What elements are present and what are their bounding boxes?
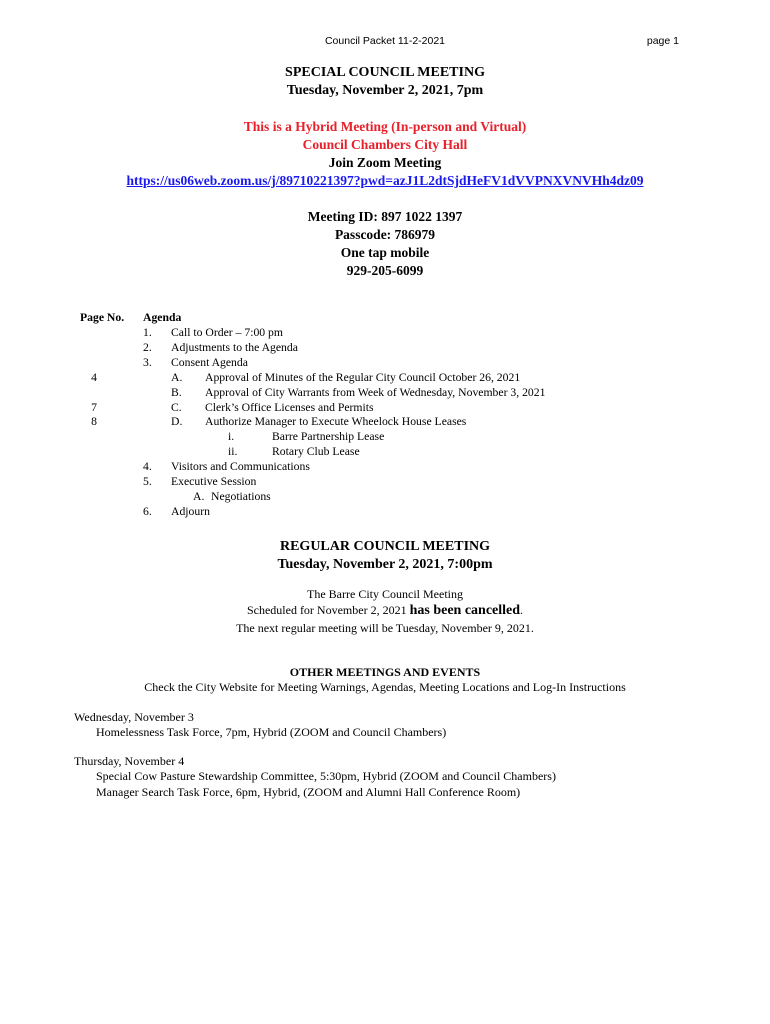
agenda-item-text: Approval of Minutes of the Regular City Council October 26, 2021 (205, 371, 521, 384)
agenda-item-text: Clerk’s Office Licenses and Permits (205, 401, 374, 414)
agenda-item-text: Executive Session (171, 475, 257, 488)
agenda-item-text: Rotary Club Lease (272, 445, 360, 458)
other-meetings-title: OTHER MEETINGS AND EVENTS (289, 665, 481, 679)
cancel-notice-period: . (520, 603, 524, 617)
agenda-page-number: 7 (91, 401, 97, 414)
meeting-id: Meeting ID: 897 1022 1397 (307, 209, 463, 224)
agenda-item-text: Call to Order – 7:00 pm (171, 326, 283, 339)
agenda-item-text: Consent Agenda (171, 356, 248, 369)
passcode: Passcode: 786979 (334, 227, 436, 242)
other-meetings-subtitle: Check the City Website for Meeting Warnings, Agendas, Meeting Locations and Log-In Instructions (144, 680, 626, 694)
agenda-item-number: 2. (143, 341, 152, 354)
agenda-item-number: A. (171, 371, 183, 384)
agenda-item-text: Approval of City Warrants from Week of Wednesday, November 3, 2021 (205, 386, 546, 399)
event-item: Manager Search Task Force, 6pm, Hybrid, (ZOOM and Alumni Hall Conference Room) (96, 785, 521, 799)
agenda-item-text: Authorize Manager to Execute Wheelock House Leases (205, 415, 467, 428)
agenda-item-number: i. (228, 430, 235, 443)
packet-header: Council Packet 11-2-2021 (324, 35, 446, 47)
page-number: page 1 (646, 35, 679, 47)
cancel-notice-line1: The Barre City Council Meeting (307, 587, 463, 601)
phone-number: 929-205-6099 (346, 263, 424, 278)
next-meeting-notice: The next regular meeting will be Tuesday, November 9, 2021. (236, 621, 534, 635)
agenda-page-number: 8 (91, 415, 97, 428)
agenda-item-number: 5. (143, 475, 152, 488)
page-no-header: Page No. (80, 311, 125, 324)
event-item: Homelessness Task Force, 7pm, Hybrid (ZOOM and Council Chambers) (96, 725, 447, 739)
agenda-item-number: 1. (143, 326, 152, 339)
cancel-notice-line2 (0, 603, 770, 618)
hybrid-notice: This is a Hybrid Meeting (In-person and Virtual) (243, 119, 527, 134)
special-meeting-title: SPECIAL COUNCIL MEETING (285, 65, 485, 80)
agenda-item-number: 4. (143, 460, 152, 473)
agenda-item-text: Adjourn (171, 505, 210, 518)
agenda-heading: Agenda (143, 311, 182, 324)
day-heading: Wednesday, November 3 (74, 710, 194, 724)
cancel-notice-cancelled: has been cancelled (409, 603, 521, 618)
agenda-item-text: Visitors and Communications (171, 460, 310, 473)
agenda-item-number: B. (171, 386, 182, 399)
zoom-meeting-link[interactable]: https://us06web.zoom.us/j/89710221397?pwd=azJ1L2dtSjdHeFV1dVVPNXVNVHh4dz09 (126, 173, 644, 188)
regular-meeting-date: Tuesday, November 2, 2021, 7:00pm (277, 557, 493, 572)
agenda-item-number: A. (193, 490, 205, 503)
day-heading: Thursday, November 4 (74, 754, 185, 768)
agenda-page-number: 4 (91, 371, 97, 384)
one-tap-mobile: One tap mobile (340, 245, 430, 260)
agenda-item-number: 3. (143, 356, 152, 369)
agenda-item-text: Negotiations (211, 490, 271, 503)
agenda-item-text: Adjustments to the Agenda (171, 341, 298, 354)
agenda-item-number: D. (171, 415, 183, 428)
agenda-item-number: C. (171, 401, 182, 414)
event-item: Special Cow Pasture Stewardship Committee, 5:30pm, Hybrid (ZOOM and Council Chambers) (96, 769, 556, 783)
regular-meeting-title: REGULAR COUNCIL MEETING (279, 539, 491, 554)
agenda-item-text: Barre Partnership Lease (272, 430, 385, 443)
join-zoom-label: Join Zoom Meeting (328, 155, 442, 170)
cancel-notice-scheduled: Scheduled for November 2, 2021 (246, 603, 410, 617)
agenda-item-number: 6. (143, 505, 152, 518)
special-meeting-date: Tuesday, November 2, 2021, 7pm (286, 83, 484, 98)
agenda-item-number: ii. (228, 445, 238, 458)
meeting-location: Council Chambers City Hall (302, 137, 468, 152)
